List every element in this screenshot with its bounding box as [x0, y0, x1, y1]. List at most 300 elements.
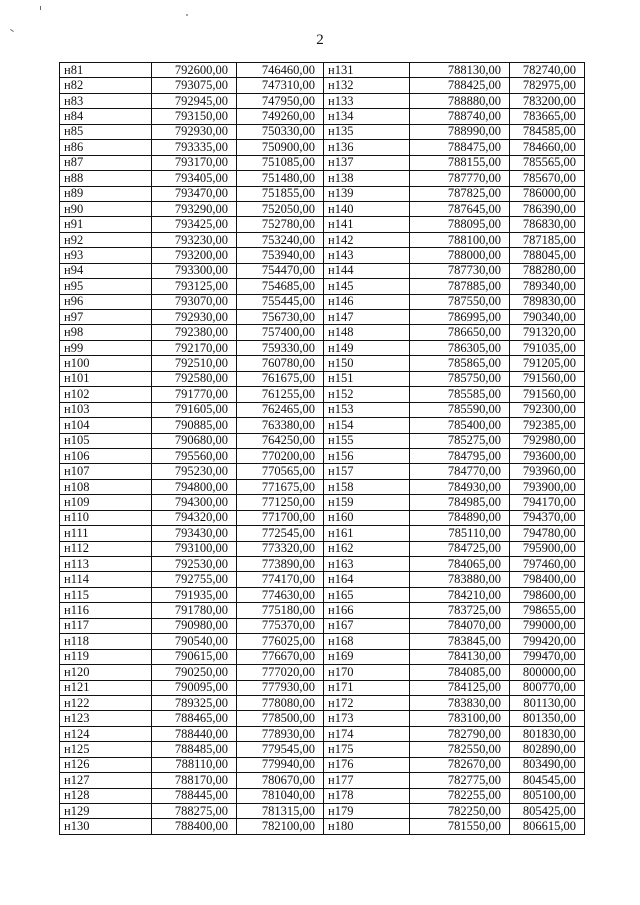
point-id-left: н84 [60, 109, 152, 124]
y-coordinate-left: 752050,00 [237, 201, 324, 216]
x-coordinate-left: 790885,00 [152, 418, 237, 433]
point-id-left: н120 [60, 665, 152, 680]
y-coordinate-right: 786390,00 [510, 201, 585, 216]
table-row [60, 325, 585, 340]
y-coordinate-left: 779940,00 [237, 757, 324, 772]
y-coordinate-right: 795900,00 [510, 541, 585, 556]
y-coordinate-right: 784585,00 [510, 124, 585, 139]
x-coordinate-left: 791770,00 [152, 387, 237, 402]
y-coordinate-left: 776670,00 [237, 649, 324, 664]
y-coordinate-left: 778080,00 [237, 695, 324, 710]
x-coordinate-left: 788275,00 [152, 804, 237, 819]
x-coordinate-right: 781550,00 [410, 819, 510, 834]
x-coordinate-left: 793170,00 [152, 155, 237, 170]
x-coordinate-right: 787825,00 [410, 186, 510, 201]
point-id-left: н86 [60, 140, 152, 155]
x-coordinate-left: 794320,00 [152, 510, 237, 525]
table-row [60, 510, 585, 525]
y-coordinate-right: 798400,00 [510, 572, 585, 587]
x-coordinate-right: 786995,00 [410, 310, 510, 325]
y-coordinate-right: 790340,00 [510, 310, 585, 325]
point-id-right: н167 [324, 618, 410, 633]
y-coordinate-left: 761255,00 [237, 387, 324, 402]
y-coordinate-right: 799000,00 [510, 618, 585, 633]
point-id-right: н175 [324, 742, 410, 757]
point-id-right: н143 [324, 248, 410, 263]
x-coordinate-right: 782670,00 [410, 757, 510, 772]
table-row [60, 711, 585, 726]
table-row [60, 757, 585, 772]
x-coordinate-right: 784065,00 [410, 557, 510, 572]
table-row [60, 294, 585, 309]
x-coordinate-right: 784210,00 [410, 587, 510, 602]
table-row [60, 310, 585, 325]
x-coordinate-left: 794300,00 [152, 495, 237, 510]
page-number: 2 [316, 32, 324, 48]
x-coordinate-left: 793290,00 [152, 201, 237, 216]
y-coordinate-right: 789340,00 [510, 279, 585, 294]
point-id-right: н139 [324, 186, 410, 201]
y-coordinate-right: 805100,00 [510, 788, 585, 803]
x-coordinate-right: 782255,00 [410, 788, 510, 803]
x-coordinate-right: 785275,00 [410, 433, 510, 448]
point-id-right: н136 [324, 140, 410, 155]
point-id-right: н171 [324, 680, 410, 695]
x-coordinate-left: 792755,00 [152, 572, 237, 587]
point-id-right: н150 [324, 356, 410, 371]
y-coordinate-right: 783665,00 [510, 109, 585, 124]
x-coordinate-left: 791935,00 [152, 587, 237, 602]
table-row [60, 279, 585, 294]
y-coordinate-left: 754470,00 [237, 263, 324, 278]
y-coordinate-left: 779545,00 [237, 742, 324, 757]
y-coordinate-left: 746460,00 [237, 63, 324, 78]
y-coordinate-right: 801350,00 [510, 711, 585, 726]
y-coordinate-left: 778930,00 [237, 726, 324, 741]
point-id-right: н140 [324, 201, 410, 216]
point-id-left: н93 [60, 248, 152, 263]
y-coordinate-left: 760780,00 [237, 356, 324, 371]
x-coordinate-right: 785590,00 [410, 402, 510, 417]
y-coordinate-right: 793960,00 [510, 464, 585, 479]
point-id-left: н107 [60, 464, 152, 479]
x-coordinate-left: 788440,00 [152, 726, 237, 741]
y-coordinate-right: 784660,00 [510, 140, 585, 155]
point-id-left: н129 [60, 804, 152, 819]
x-coordinate-right: 784930,00 [410, 479, 510, 494]
x-coordinate-right: 788880,00 [410, 93, 510, 108]
x-coordinate-right: 788000,00 [410, 248, 510, 263]
y-coordinate-left: 773320,00 [237, 541, 324, 556]
point-id-right: н165 [324, 587, 410, 602]
point-id-right: н160 [324, 510, 410, 525]
point-id-left: н125 [60, 742, 152, 757]
point-id-left: н92 [60, 232, 152, 247]
y-coordinate-left: 781040,00 [237, 788, 324, 803]
point-id-right: н169 [324, 649, 410, 664]
y-coordinate-left: 771675,00 [237, 479, 324, 494]
x-coordinate-left: 790250,00 [152, 665, 237, 680]
x-coordinate-left: 788465,00 [152, 711, 237, 726]
y-coordinate-left: 747950,00 [237, 93, 324, 108]
table-row [60, 433, 585, 448]
point-id-right: н135 [324, 124, 410, 139]
y-coordinate-right: 798655,00 [510, 603, 585, 618]
point-id-right: н133 [324, 93, 410, 108]
x-coordinate-right: 785585,00 [410, 387, 510, 402]
y-coordinate-left: 750900,00 [237, 140, 324, 155]
y-coordinate-right: 794170,00 [510, 495, 585, 510]
x-coordinate-right: 784770,00 [410, 464, 510, 479]
point-id-left: н98 [60, 325, 152, 340]
point-id-right: н174 [324, 726, 410, 741]
x-coordinate-right: 784890,00 [410, 510, 510, 525]
point-id-right: н166 [324, 603, 410, 618]
point-id-left: н128 [60, 788, 152, 803]
point-id-right: н149 [324, 340, 410, 355]
x-coordinate-left: 793405,00 [152, 171, 237, 186]
x-coordinate-right: 787885,00 [410, 279, 510, 294]
point-id-right: н162 [324, 541, 410, 556]
y-coordinate-right: 791320,00 [510, 325, 585, 340]
x-coordinate-right: 783845,00 [410, 634, 510, 649]
point-id-left: н111 [60, 526, 152, 541]
x-coordinate-left: 793125,00 [152, 279, 237, 294]
table-row [60, 649, 585, 664]
y-coordinate-right: 803490,00 [510, 757, 585, 772]
y-coordinate-left: 778500,00 [237, 711, 324, 726]
point-id-left: н115 [60, 587, 152, 602]
point-id-right: н172 [324, 695, 410, 710]
table-row [60, 448, 585, 463]
x-coordinate-right: 787730,00 [410, 263, 510, 278]
y-coordinate-left: 764250,00 [237, 433, 324, 448]
x-coordinate-right: 784085,00 [410, 665, 510, 680]
x-coordinate-left: 793100,00 [152, 541, 237, 556]
coordinates-table [59, 62, 585, 835]
y-coordinate-left: 751855,00 [237, 186, 324, 201]
x-coordinate-left: 792530,00 [152, 557, 237, 572]
x-coordinate-left: 793425,00 [152, 217, 237, 232]
y-coordinate-left: 775180,00 [237, 603, 324, 618]
point-id-left: н112 [60, 541, 152, 556]
y-coordinate-left: 770200,00 [237, 448, 324, 463]
table-row [60, 557, 585, 572]
x-coordinate-right: 785110,00 [410, 526, 510, 541]
x-coordinate-left: 788170,00 [152, 773, 237, 788]
table-row [60, 742, 585, 757]
point-id-right: н155 [324, 433, 410, 448]
point-id-left: н114 [60, 572, 152, 587]
point-id-left: н90 [60, 201, 152, 216]
y-coordinate-right: 791035,00 [510, 340, 585, 355]
y-coordinate-right: 792300,00 [510, 402, 585, 417]
y-coordinate-left: 776025,00 [237, 634, 324, 649]
table-row [60, 387, 585, 402]
point-id-right: н159 [324, 495, 410, 510]
y-coordinate-left: 782100,00 [237, 819, 324, 834]
x-coordinate-left: 792380,00 [152, 325, 237, 340]
point-id-right: н148 [324, 325, 410, 340]
y-coordinate-right: 786000,00 [510, 186, 585, 201]
y-coordinate-left: 751085,00 [237, 155, 324, 170]
table-row [60, 819, 585, 834]
x-coordinate-right: 788100,00 [410, 232, 510, 247]
x-coordinate-left: 791780,00 [152, 603, 237, 618]
x-coordinate-right: 788740,00 [410, 109, 510, 124]
table-row [60, 618, 585, 633]
y-coordinate-left: 761675,00 [237, 371, 324, 386]
point-id-right: н178 [324, 788, 410, 803]
y-coordinate-right: 782740,00 [510, 63, 585, 78]
x-coordinate-left: 792510,00 [152, 356, 237, 371]
table-row [60, 248, 585, 263]
point-id-right: н168 [324, 634, 410, 649]
x-coordinate-left: 792580,00 [152, 371, 237, 386]
y-coordinate-right: 794780,00 [510, 526, 585, 541]
x-coordinate-right: 782775,00 [410, 773, 510, 788]
x-coordinate-right: 788990,00 [410, 124, 510, 139]
point-id-right: н134 [324, 109, 410, 124]
y-coordinate-right: 792385,00 [510, 418, 585, 433]
point-id-right: н157 [324, 464, 410, 479]
y-coordinate-right: 792980,00 [510, 433, 585, 448]
x-coordinate-right: 786650,00 [410, 325, 510, 340]
point-id-right: н180 [324, 819, 410, 834]
y-coordinate-right: 804545,00 [510, 773, 585, 788]
x-coordinate-left: 790095,00 [152, 680, 237, 695]
y-coordinate-left: 780670,00 [237, 773, 324, 788]
table-row [60, 78, 585, 93]
x-coordinate-left: 792930,00 [152, 310, 237, 325]
y-coordinate-left: 753240,00 [237, 232, 324, 247]
point-id-left: н104 [60, 418, 152, 433]
point-id-right: н163 [324, 557, 410, 572]
table-row [60, 201, 585, 216]
table-row [60, 217, 585, 232]
table-row [60, 587, 585, 602]
x-coordinate-right: 783880,00 [410, 572, 510, 587]
y-coordinate-left: 770565,00 [237, 464, 324, 479]
x-coordinate-right: 783100,00 [410, 711, 510, 726]
y-coordinate-left: 777020,00 [237, 665, 324, 680]
point-id-right: н153 [324, 402, 410, 417]
point-id-left: н130 [60, 819, 152, 834]
table-row [60, 402, 585, 417]
point-id-right: н146 [324, 294, 410, 309]
y-coordinate-left: 755445,00 [237, 294, 324, 309]
point-id-left: н99 [60, 340, 152, 355]
y-coordinate-left: 775370,00 [237, 618, 324, 633]
point-id-right: н158 [324, 479, 410, 494]
x-coordinate-left: 790615,00 [152, 649, 237, 664]
x-coordinate-right: 787550,00 [410, 294, 510, 309]
y-coordinate-left: 762465,00 [237, 402, 324, 417]
x-coordinate-left: 795230,00 [152, 464, 237, 479]
point-id-left: н110 [60, 510, 152, 525]
y-coordinate-right: 787185,00 [510, 232, 585, 247]
x-coordinate-left: 788110,00 [152, 757, 237, 772]
y-coordinate-right: 800000,00 [510, 665, 585, 680]
x-coordinate-right: 787645,00 [410, 201, 510, 216]
x-coordinate-left: 793070,00 [152, 294, 237, 309]
point-id-right: н141 [324, 217, 410, 232]
table-row [60, 93, 585, 108]
table-row [60, 773, 585, 788]
point-id-left: н96 [60, 294, 152, 309]
point-id-left: н88 [60, 171, 152, 186]
point-id-right: н164 [324, 572, 410, 587]
point-id-left: н105 [60, 433, 152, 448]
scan-speck [40, 6, 41, 10]
x-coordinate-right: 784725,00 [410, 541, 510, 556]
y-coordinate-left: 747310,00 [237, 78, 324, 93]
point-id-right: н177 [324, 773, 410, 788]
x-coordinate-right: 785750,00 [410, 371, 510, 386]
point-id-left: н89 [60, 186, 152, 201]
point-id-left: н116 [60, 603, 152, 618]
table-row [60, 171, 585, 186]
x-coordinate-left: 793430,00 [152, 526, 237, 541]
y-coordinate-right: 788280,00 [510, 263, 585, 278]
point-id-right: н170 [324, 665, 410, 680]
table-row [60, 479, 585, 494]
table-row [60, 232, 585, 247]
table-row [60, 695, 585, 710]
point-id-right: н154 [324, 418, 410, 433]
point-id-left: н81 [60, 63, 152, 78]
table-row [60, 495, 585, 510]
point-id-right: н179 [324, 804, 410, 819]
x-coordinate-left: 795560,00 [152, 448, 237, 463]
point-id-left: н103 [60, 402, 152, 417]
x-coordinate-left: 793300,00 [152, 263, 237, 278]
point-id-left: н101 [60, 371, 152, 386]
point-id-right: н137 [324, 155, 410, 170]
x-coordinate-left: 792930,00 [152, 124, 237, 139]
x-coordinate-right: 782790,00 [410, 726, 510, 741]
y-coordinate-left: 777930,00 [237, 680, 324, 695]
y-coordinate-left: 771700,00 [237, 510, 324, 525]
point-id-right: н156 [324, 448, 410, 463]
x-coordinate-left: 790540,00 [152, 634, 237, 649]
point-id-right: н131 [324, 63, 410, 78]
x-coordinate-right: 784985,00 [410, 495, 510, 510]
y-coordinate-right: 799420,00 [510, 634, 585, 649]
y-coordinate-right: 806615,00 [510, 819, 585, 834]
table-row [60, 788, 585, 803]
table-row [60, 804, 585, 819]
table-row [60, 680, 585, 695]
y-coordinate-right: 785565,00 [510, 155, 585, 170]
x-coordinate-right: 784795,00 [410, 448, 510, 463]
table-row [60, 109, 585, 124]
x-coordinate-right: 788475,00 [410, 140, 510, 155]
x-coordinate-left: 792170,00 [152, 340, 237, 355]
point-id-left: н119 [60, 649, 152, 664]
y-coordinate-right: 800770,00 [510, 680, 585, 695]
point-id-right: н144 [324, 263, 410, 278]
point-id-right: н147 [324, 310, 410, 325]
point-id-left: н94 [60, 263, 152, 278]
point-id-right: н151 [324, 371, 410, 386]
x-coordinate-left: 793470,00 [152, 186, 237, 201]
y-coordinate-left: 751480,00 [237, 171, 324, 186]
table-row [60, 665, 585, 680]
y-coordinate-right: 791560,00 [510, 371, 585, 386]
coordinates-table-body [60, 63, 585, 835]
point-id-left: н123 [60, 711, 152, 726]
y-coordinate-left: 749260,00 [237, 109, 324, 124]
x-coordinate-left: 792945,00 [152, 93, 237, 108]
y-coordinate-left: 771250,00 [237, 495, 324, 510]
y-coordinate-right: 798600,00 [510, 587, 585, 602]
point-id-left: н108 [60, 479, 152, 494]
y-coordinate-left: 753940,00 [237, 248, 324, 263]
point-id-left: н95 [60, 279, 152, 294]
point-id-right: н145 [324, 279, 410, 294]
point-id-right: н176 [324, 757, 410, 772]
x-coordinate-left: 788485,00 [152, 742, 237, 757]
y-coordinate-left: 754685,00 [237, 279, 324, 294]
table-row [60, 63, 585, 78]
y-coordinate-left: 781315,00 [237, 804, 324, 819]
x-coordinate-left: 791605,00 [152, 402, 237, 417]
x-coordinate-right: 788095,00 [410, 217, 510, 232]
point-id-right: н152 [324, 387, 410, 402]
x-coordinate-left: 789325,00 [152, 695, 237, 710]
x-coordinate-left: 793335,00 [152, 140, 237, 155]
point-id-right: н132 [324, 78, 410, 93]
x-coordinate-right: 783830,00 [410, 695, 510, 710]
table-row [60, 634, 585, 649]
point-id-left: н124 [60, 726, 152, 741]
table-row [60, 371, 585, 386]
x-coordinate-right: 784130,00 [410, 649, 510, 664]
point-id-left: н127 [60, 773, 152, 788]
x-coordinate-right: 788155,00 [410, 155, 510, 170]
x-coordinate-left: 794800,00 [152, 479, 237, 494]
y-coordinate-right: 786830,00 [510, 217, 585, 232]
x-coordinate-left: 792600,00 [152, 63, 237, 78]
table-row [60, 464, 585, 479]
y-coordinate-right: 791205,00 [510, 356, 585, 371]
y-coordinate-right: 802890,00 [510, 742, 585, 757]
x-coordinate-left: 793200,00 [152, 248, 237, 263]
y-coordinate-right: 799470,00 [510, 649, 585, 664]
y-coordinate-right: 805425,00 [510, 804, 585, 819]
point-id-left: н118 [60, 634, 152, 649]
y-coordinate-right: 788045,00 [510, 248, 585, 263]
table-row [60, 356, 585, 371]
table-row [60, 124, 585, 139]
x-coordinate-left: 790680,00 [152, 433, 237, 448]
y-coordinate-left: 763380,00 [237, 418, 324, 433]
table-row [60, 340, 585, 355]
x-coordinate-left: 788445,00 [152, 788, 237, 803]
table-row [60, 603, 585, 618]
y-coordinate-right: 791560,00 [510, 387, 585, 402]
y-coordinate-right: 793900,00 [510, 479, 585, 494]
point-id-left: н122 [60, 695, 152, 710]
y-coordinate-left: 759330,00 [237, 340, 324, 355]
x-coordinate-right: 786305,00 [410, 340, 510, 355]
y-coordinate-right: 789830,00 [510, 294, 585, 309]
x-coordinate-right: 784070,00 [410, 618, 510, 633]
point-id-left: н126 [60, 757, 152, 772]
y-coordinate-right: 793600,00 [510, 448, 585, 463]
table-row [60, 140, 585, 155]
